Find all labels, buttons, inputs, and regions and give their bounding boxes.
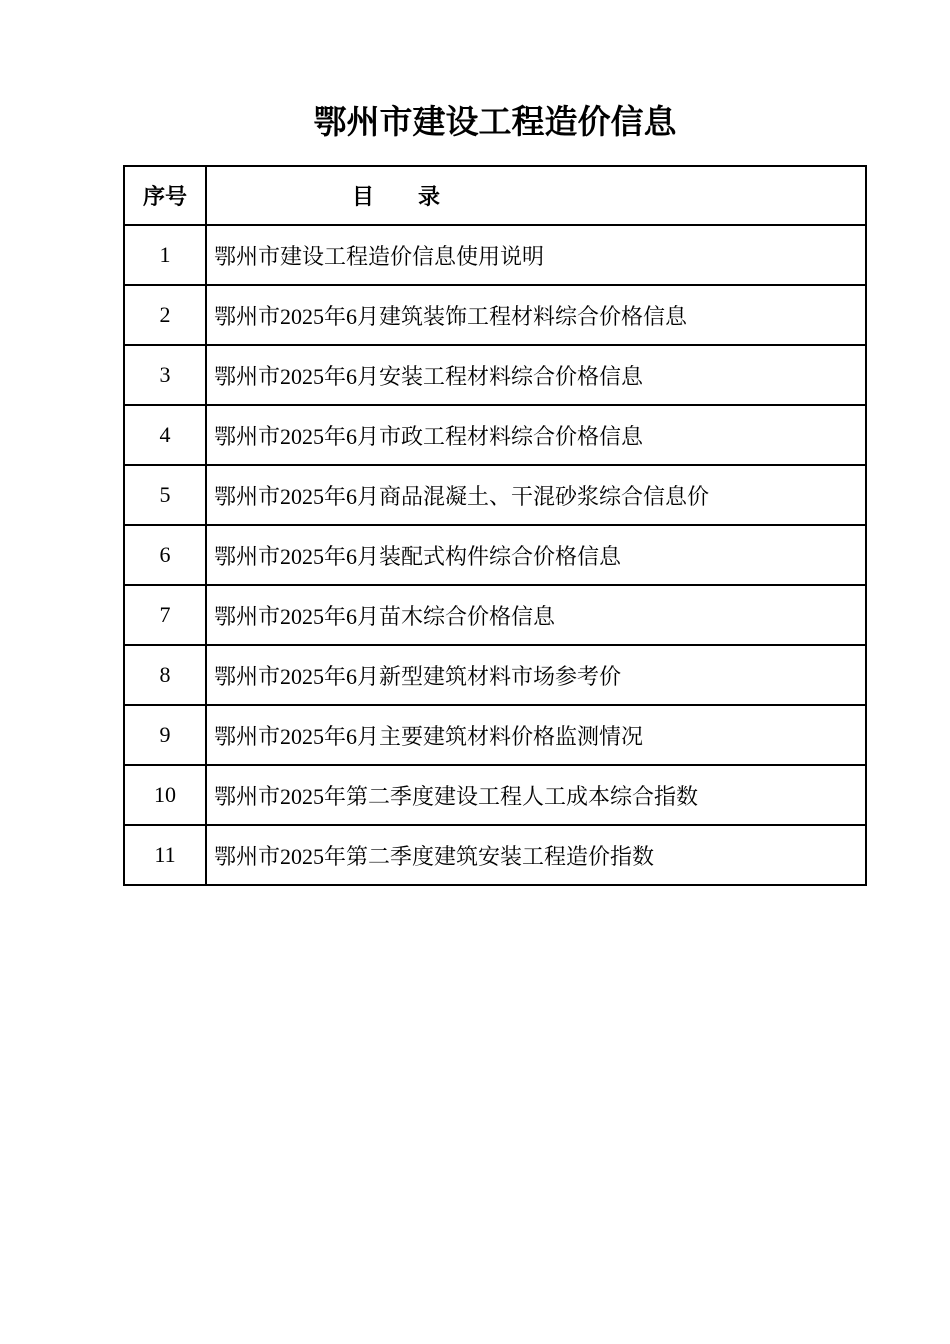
toc-row-number: 11 xyxy=(124,825,206,885)
toc-row xyxy=(124,345,866,405)
toc-row-number: 10 xyxy=(124,765,206,825)
toc-row-number: 2 xyxy=(124,285,206,345)
toc-row-title: 鄂州市2025年6月新型建筑材料市场参考价 xyxy=(206,645,866,705)
toc-row xyxy=(124,525,866,585)
toc-row-number: 5 xyxy=(124,465,206,525)
toc-header-contents: 目 录 xyxy=(206,166,866,225)
toc-row-title: 鄂州市2025年6月安装工程材料综合价格信息 xyxy=(206,345,866,405)
toc-row-title: 鄂州市2025年6月建筑装饰工程材料综合价格信息 xyxy=(206,285,866,345)
toc-row-title: 鄂州市2025年6月主要建筑材料价格监测情况 xyxy=(206,705,866,765)
toc-row xyxy=(124,705,866,765)
toc-row-title: 鄂州市2025年6月市政工程材料综合价格信息 xyxy=(206,405,866,465)
toc-header-index: 序号 xyxy=(124,166,206,225)
toc-row xyxy=(124,285,866,345)
toc-row-title: 鄂州市建设工程造价信息使用说明 xyxy=(206,225,866,285)
toc-row-number: 3 xyxy=(124,345,206,405)
toc-row-number: 6 xyxy=(124,525,206,585)
toc-row xyxy=(124,765,866,825)
toc-row xyxy=(124,465,866,525)
toc-row xyxy=(124,825,866,885)
toc-row-title: 鄂州市2025年6月商品混凝土、干混砂浆综合信息价 xyxy=(206,465,866,525)
toc-row-number: 4 xyxy=(124,405,206,465)
toc-row-title: 鄂州市2025年第二季度建设工程人工成本综合指数 xyxy=(206,765,866,825)
toc-row xyxy=(124,645,866,705)
toc-header-row xyxy=(124,166,866,225)
toc-row xyxy=(124,585,866,645)
toc-row-number: 8 xyxy=(124,645,206,705)
toc-row-title: 鄂州市2025年第二季度建筑安装工程造价指数 xyxy=(206,825,866,885)
toc-row-title: 鄂州市2025年6月苗木综合价格信息 xyxy=(206,585,866,645)
toc-row xyxy=(124,405,866,465)
page-title: 鄂州市建设工程造价信息 xyxy=(313,105,677,141)
toc-row-number: 1 xyxy=(124,225,206,285)
toc-row xyxy=(124,225,866,285)
toc-row-number: 7 xyxy=(124,585,206,645)
toc-row-number: 9 xyxy=(124,705,206,765)
toc-row-title: 鄂州市2025年6月装配式构件综合价格信息 xyxy=(206,525,866,585)
toc-table xyxy=(123,165,867,886)
toc-body xyxy=(124,225,866,885)
